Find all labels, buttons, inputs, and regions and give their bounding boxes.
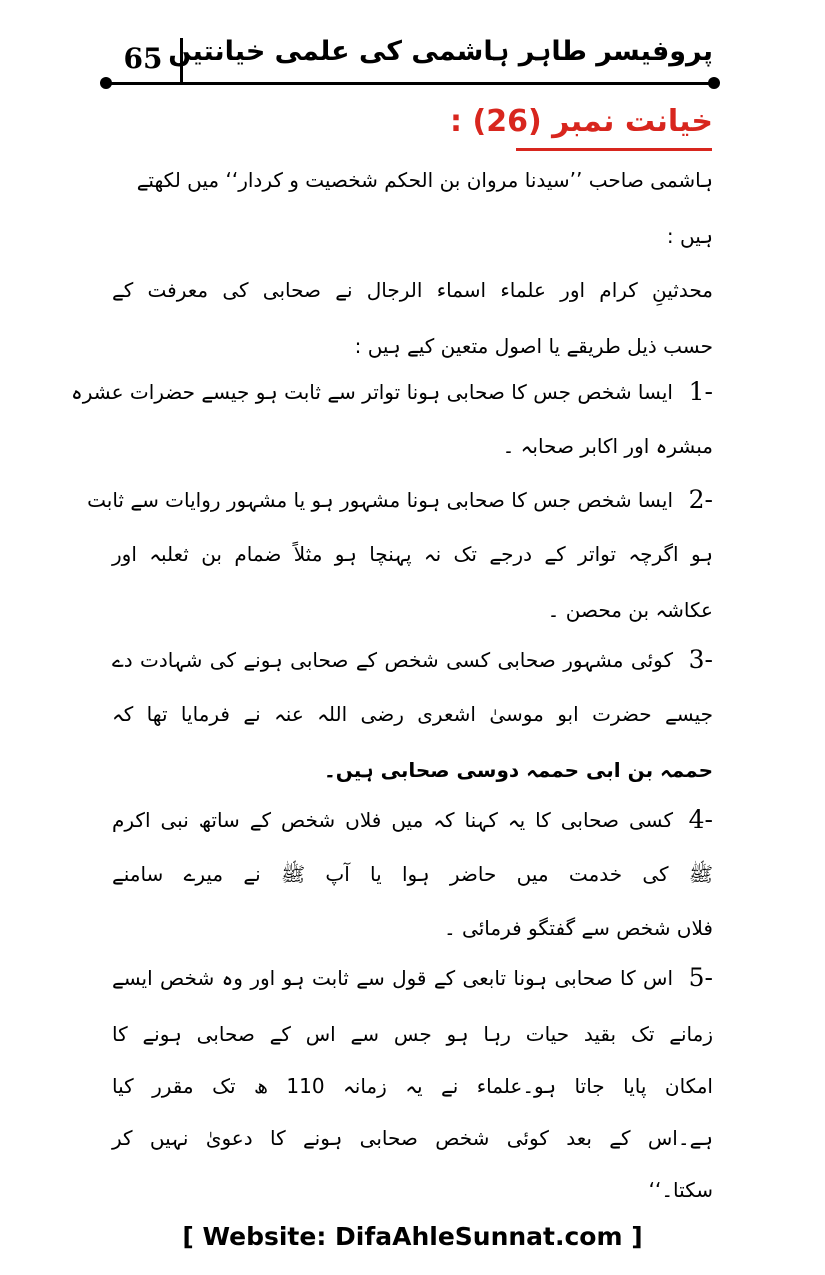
item-4-line-1: کسی صحابی کا یہ کہنا کہ میں فلاں شخص کے ساتھ نبی اکرم — [112, 808, 673, 832]
heading-underline — [516, 148, 712, 151]
item-2-line-1: ایسا شخص جس کا صحابی ہونا مشہور ہو یا مشہور روایات سے ثابت — [87, 488, 673, 512]
item-1-marker: 1- — [688, 377, 713, 406]
item-5-line-1: اس کا صحابی ہونا تابعی کے قول سے ثابت ہو اور وہ شخص ایسے — [112, 966, 673, 990]
page-number: 65 — [123, 42, 163, 75]
item-2-line-2: ہو اگرچہ تواتر کے درجے تک نہ پہنچا ہو مثلاً ضمام بن ثعلبہ اور — [112, 542, 713, 566]
website-footer: [ Website: DifaAhleSunnat.com ] — [182, 1222, 643, 1251]
item-1-line-1: ایسا شخص جس کا صحابی ہونا تواتر سے ثابت ہو جیسے حضرات عشرہ — [71, 380, 673, 404]
item-5-line-2: زمانے تک بقید حیات رہا ہو جس سے اس کے صحابی ہونے کا — [112, 1022, 713, 1046]
item-2-line-3: عکاشہ بن محصن ۔ — [547, 598, 713, 622]
item-3-marker: 3- — [688, 645, 713, 674]
item-5-marker: 5- — [688, 963, 713, 992]
header-rule — [106, 82, 714, 85]
para-line-2: حسب ذیل طریقے یا اصول متعین کیے ہیں : — [354, 334, 713, 358]
book-title: پروفیسر طاہر ہاشمی کی علمی خیانتیں — [168, 36, 713, 67]
item-5-line-3: امکان پایا جاتا ہو۔علماء نے یہ زمانہ 110 ھ تک مقرر کیا — [112, 1074, 713, 1098]
header-rule-right-dot — [708, 77, 720, 89]
item-4-line-2: ﷺ کی خدمت میں حاضر ہوا یا آپ ﷺ نے میرے سامنے — [112, 862, 713, 886]
item-5-line-4: ہے۔اس کے بعد کوئی شخص صحابی ہونے کا دعویٰ نہیں کر — [112, 1126, 713, 1150]
intro-line-2: ہیں : — [666, 224, 713, 248]
item-3-line-1: کوئی مشہور صحابی کسی شخص کے صحابی ہونے کی شہادت دے — [112, 648, 673, 672]
item-4-line-3: فلاں شخص سے گفتگو فرمائی ۔ — [443, 916, 713, 940]
para-line-1: محدثینِ کرام اور علماء اسماء الرجال نے صحابی کی معرفت کے — [112, 278, 713, 302]
item-3-line-3: حممہ بن ابی حممہ دوسی صحابی ہیں۔ — [324, 758, 713, 782]
section-heading: خیانت نمبر (26) : — [450, 104, 713, 139]
item-5-line-5: سکتا۔‘‘ — [648, 1178, 713, 1202]
item-2-marker: 2- — [688, 485, 713, 514]
item-3-line-2: جیسے حضرت ابو موسیٰ اشعری رضی اللہ عنہ نے فرمایا تھا کہ — [112, 702, 713, 726]
item-1-line-2: مبشرہ اور اکابر صحابہ ۔ — [502, 434, 713, 458]
intro-line-1: ہاشمی صاحب ’’سیدنا مروان بن الحکم شخصیت و کردار‘‘ میں لکھتے — [136, 168, 713, 192]
item-4-marker: 4- — [688, 805, 713, 834]
